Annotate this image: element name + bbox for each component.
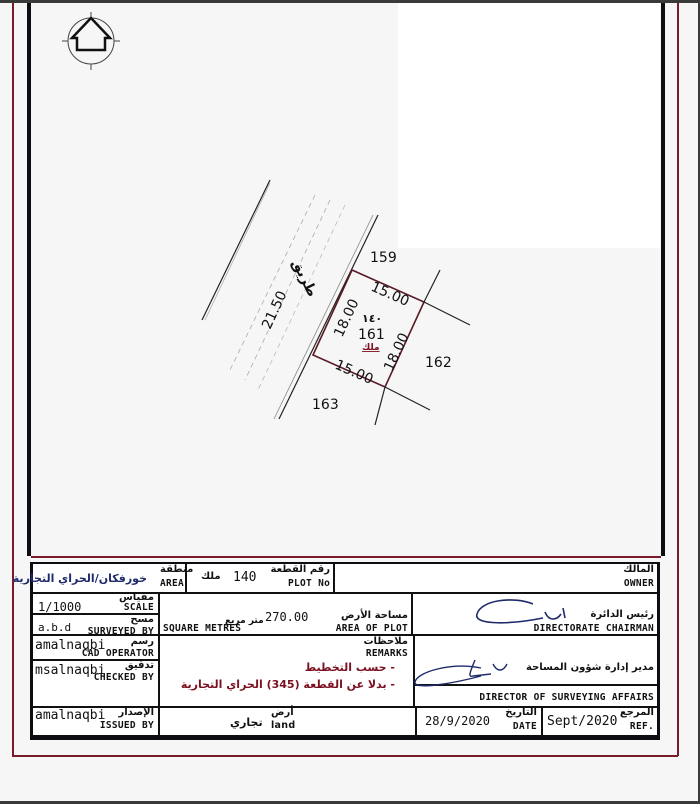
plot-no-label-ar: رقم القطعة xyxy=(270,564,330,575)
block-separator xyxy=(31,556,661,558)
date-label-ar: التاريخ xyxy=(505,707,537,718)
checked-by-label-ar: تدقيق xyxy=(124,660,154,671)
owner-label-en: OWNER xyxy=(623,578,654,589)
date-value: 28/9/2020 xyxy=(425,714,491,728)
remarks-label-en: REMARKS xyxy=(365,648,408,659)
dim-bottom: 15.00 xyxy=(332,357,376,388)
area-label-en: AREA xyxy=(160,578,185,589)
director-label-en: DIRECTOR OF SURVEYING AFFAIRS xyxy=(479,692,654,703)
outer-border-bottom xyxy=(12,755,678,757)
surveyed-by-value: a.b.d xyxy=(38,621,72,634)
road-label: طريق xyxy=(288,256,321,300)
cad-operator-label-en: CAD OPERATOR xyxy=(81,648,154,659)
cad-operator-label-ar: رسم xyxy=(130,636,154,647)
area-value: خورفكان/الحراي التجارية xyxy=(12,572,147,585)
scale-value: 1/1000 xyxy=(38,600,82,614)
chairman-label-ar: رئيس الدائرة xyxy=(590,609,654,620)
plot-value-ar: ملك xyxy=(201,571,221,582)
title-block xyxy=(12,562,660,740)
road-width: 21.50 xyxy=(259,288,291,332)
scale-label-en: SCALE xyxy=(123,602,154,613)
chairman-label-en: DIRECTORATE CHAIRMAN xyxy=(533,623,654,634)
area-of-plot-label-ar: مساحة الأرض xyxy=(341,610,408,621)
owner-label-ar: المالك xyxy=(623,564,654,575)
remarks-label-ar: ملاحظات xyxy=(363,636,408,647)
remark-line-2: - بدلا عن القطعة (345) الحراي التجارية xyxy=(180,678,395,691)
col-line xyxy=(541,706,543,736)
col-line xyxy=(411,592,413,634)
ref-value: Sept/2020 xyxy=(547,714,618,729)
scale-label-ar: مقياس xyxy=(118,592,154,603)
plot-number-ar: ١٤٠ xyxy=(362,312,383,325)
neighbor-south: 163 xyxy=(312,397,339,413)
plot-number: 161 xyxy=(358,327,385,343)
date-label-en: DATE xyxy=(512,721,537,732)
neighbor-north: 159 xyxy=(370,250,397,266)
ref-label-ar: المرجع xyxy=(619,707,654,718)
area-of-plot-label-en: AREA OF PLOT xyxy=(335,623,408,634)
land-use-value: تجاري xyxy=(230,716,263,729)
area-label-ar: منطقة xyxy=(160,564,194,575)
ref-label-en: REF. xyxy=(629,721,654,732)
land-use-label-ar: أرض xyxy=(271,707,294,718)
dim-left: 18.00 xyxy=(331,296,363,340)
checked-by-value: msalnaqbi xyxy=(35,663,106,678)
dim-right: 18.00 xyxy=(381,330,413,374)
col-line-left xyxy=(158,592,160,735)
unit-label-ar: متر مربع xyxy=(225,616,264,626)
surveyed-by-label-en: SURVEYED BY xyxy=(87,626,154,637)
checked-by-label-en: CHECKED BY xyxy=(93,672,154,683)
plot-type: ملك xyxy=(362,343,380,353)
land-use-label-en: land xyxy=(271,720,296,731)
director-signature xyxy=(411,650,521,690)
dim-top: 15.00 xyxy=(368,279,412,310)
col-line xyxy=(415,706,417,736)
remark-line-1: - حسب التخطيط xyxy=(304,661,395,674)
issued-by-label-en: ISSUED BY xyxy=(99,720,154,731)
surveyed-by-label-ar: مسح xyxy=(130,614,154,625)
cad-operator-value: amalnaqbi xyxy=(35,638,106,653)
plot-no-label-en: PLOT No xyxy=(288,578,331,589)
issued-by-label-ar: الإصدار xyxy=(118,707,154,718)
area-of-plot-value: 270.00 xyxy=(265,610,309,624)
plot-no-value: 140 xyxy=(233,570,257,585)
col-line xyxy=(333,564,335,592)
issued-by-value: amalnaqbi xyxy=(35,708,106,723)
director-label-ar: مدير إدارة شؤون المساحة xyxy=(526,662,654,673)
unit-label-en: SQUARE METRES xyxy=(163,623,242,634)
neighbor-east: 162 xyxy=(425,355,452,371)
